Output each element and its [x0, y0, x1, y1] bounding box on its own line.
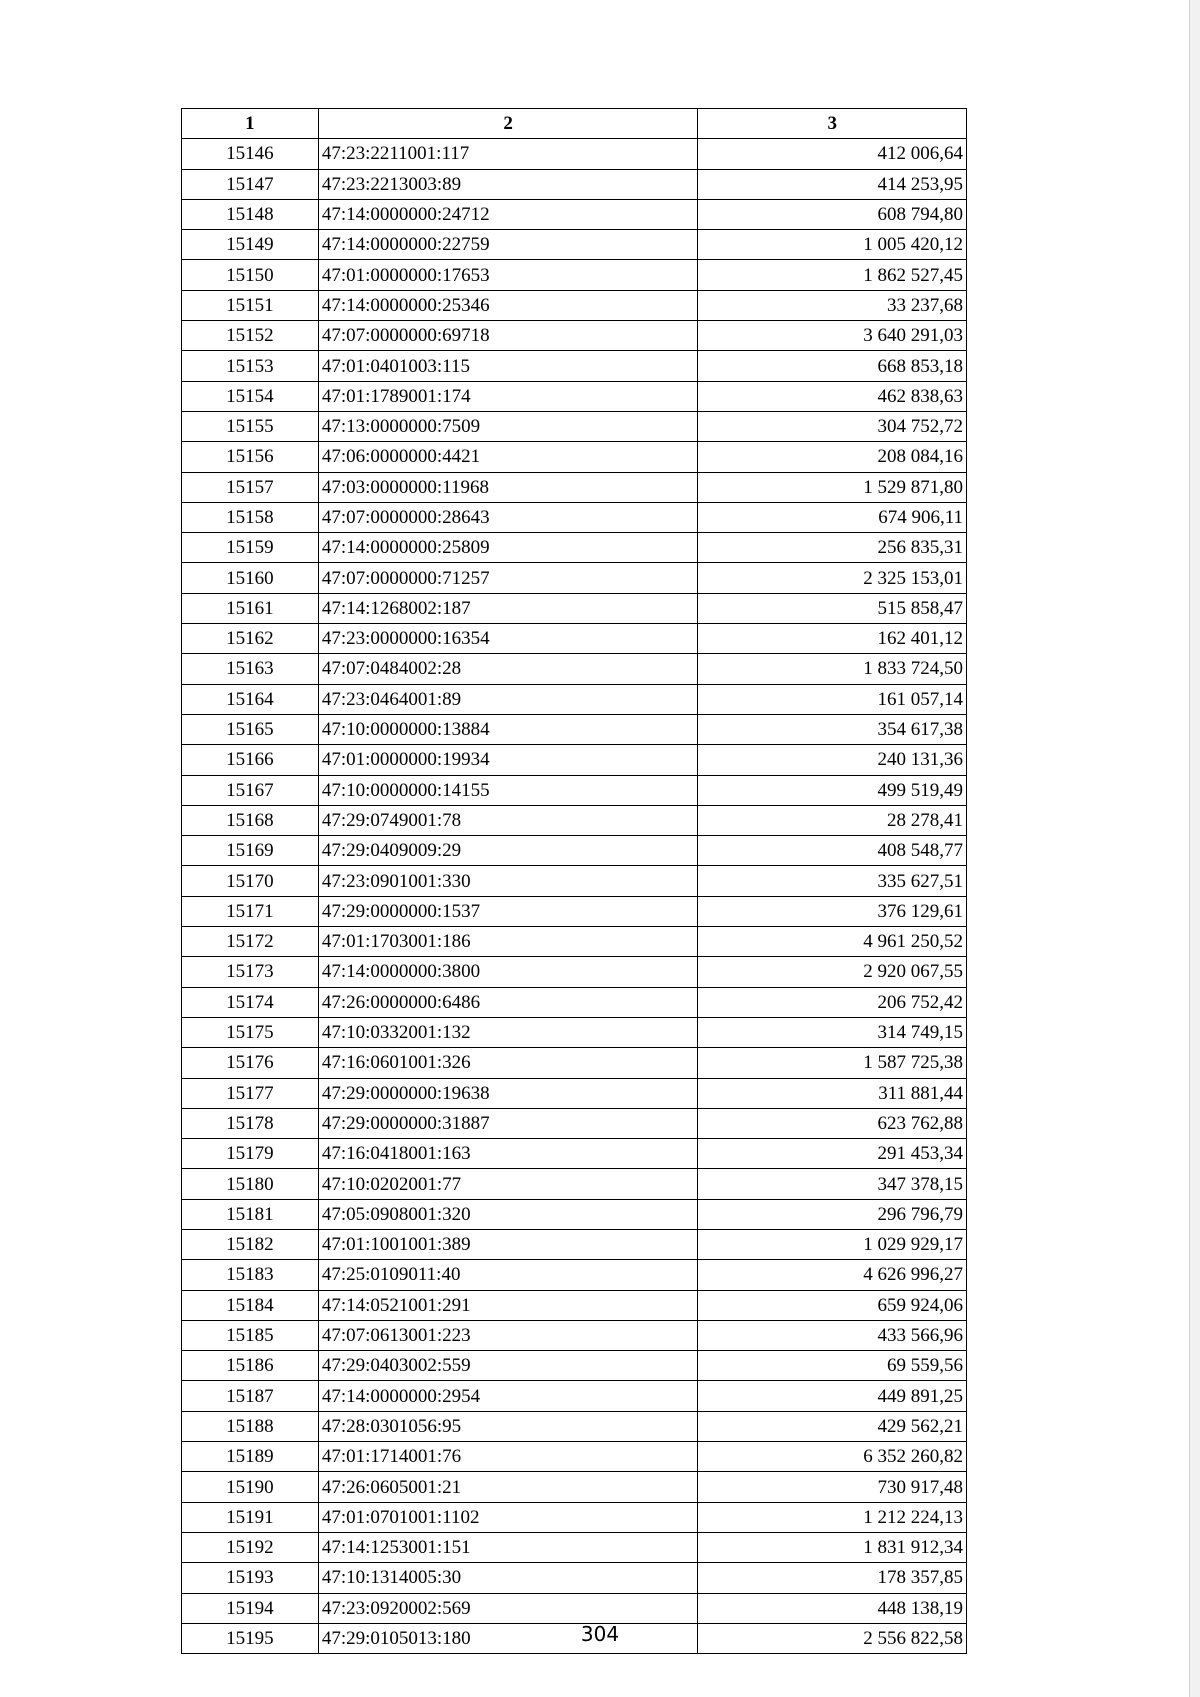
row-number: 15148 — [182, 199, 319, 229]
table-row — [182, 381, 967, 411]
value: 4 961 250,52 — [698, 927, 967, 957]
cadastral-number: 47:14:1253001:151 — [318, 1532, 698, 1562]
cadastral-number: 47:03:0000000:11968 — [318, 472, 698, 502]
value: 1 212 224,13 — [698, 1502, 967, 1532]
cadastral-number: 47:01:0000000:19934 — [318, 745, 698, 775]
row-number: 15182 — [182, 1229, 319, 1259]
cadastral-number: 47:01:1714001:76 — [318, 1442, 698, 1472]
row-number: 15163 — [182, 654, 319, 684]
value: 347 378,15 — [698, 1169, 967, 1199]
table-row — [182, 624, 967, 654]
cadastral-number: 47:14:0000000:25346 — [318, 290, 698, 320]
value: 674 906,11 — [698, 502, 967, 532]
row-number: 15185 — [182, 1320, 319, 1350]
table-row — [182, 1532, 967, 1562]
cadastral-number: 47:01:1703001:186 — [318, 927, 698, 957]
cadastral-number: 47:14:1268002:187 — [318, 593, 698, 623]
row-number: 15179 — [182, 1139, 319, 1169]
data-table — [181, 108, 967, 1654]
value: 623 762,88 — [698, 1108, 967, 1138]
value: 311 881,44 — [698, 1078, 967, 1108]
row-number: 15189 — [182, 1442, 319, 1472]
value: 178 357,85 — [698, 1563, 967, 1593]
row-number: 15160 — [182, 563, 319, 593]
cadastral-number: 47:14:0521001:291 — [318, 1290, 698, 1320]
table-row — [182, 987, 967, 1017]
table-row — [182, 1381, 967, 1411]
value: 2 920 067,55 — [698, 957, 967, 987]
table-row — [182, 1472, 967, 1502]
value: 668 853,18 — [698, 351, 967, 381]
table-row — [182, 260, 967, 290]
header-col-2: 2 — [318, 109, 698, 139]
cadastral-number: 47:14:0000000:25809 — [318, 533, 698, 563]
value: 462 838,63 — [698, 381, 967, 411]
value: 206 752,42 — [698, 987, 967, 1017]
cadastral-number: 47:14:0000000:24712 — [318, 199, 698, 229]
table-body — [182, 139, 967, 1654]
table-row — [182, 927, 967, 957]
value: 1 005 420,12 — [698, 230, 967, 260]
row-number: 15161 — [182, 593, 319, 623]
cadastral-number: 47:29:0749001:78 — [318, 805, 698, 835]
table-row — [182, 199, 967, 229]
table-row — [182, 1593, 967, 1623]
cadastral-number: 47:29:0403002:559 — [318, 1351, 698, 1381]
row-number: 15162 — [182, 624, 319, 654]
cadastral-number: 47:14:0000000:22759 — [318, 230, 698, 260]
row-number: 15181 — [182, 1199, 319, 1229]
table-row — [182, 442, 967, 472]
cadastral-number: 47:29:0000000:31887 — [318, 1108, 698, 1138]
value: 448 138,19 — [698, 1593, 967, 1623]
row-number: 15193 — [182, 1563, 319, 1593]
value: 296 796,79 — [698, 1199, 967, 1229]
value: 240 131,36 — [698, 745, 967, 775]
cadastral-number: 47:01:0701001:1102 — [318, 1502, 698, 1532]
row-number: 15165 — [182, 714, 319, 744]
cadastral-number: 47:29:0000000:19638 — [318, 1078, 698, 1108]
cadastral-number: 47:23:0920002:569 — [318, 1593, 698, 1623]
value: 162 401,12 — [698, 624, 967, 654]
value: 256 835,31 — [698, 533, 967, 563]
row-number: 15172 — [182, 927, 319, 957]
row-number: 15150 — [182, 260, 319, 290]
row-number: 15178 — [182, 1108, 319, 1138]
table-row — [182, 775, 967, 805]
row-number: 15176 — [182, 1048, 319, 1078]
value: 433 566,96 — [698, 1320, 967, 1350]
row-number: 15170 — [182, 866, 319, 896]
value: 161 057,14 — [698, 684, 967, 714]
row-number: 15194 — [182, 1593, 319, 1623]
cadastral-number: 47:07:0613001:223 — [318, 1320, 698, 1350]
row-number: 15173 — [182, 957, 319, 987]
value: 1 029 929,17 — [698, 1229, 967, 1259]
page-number: 304 — [580, 1622, 620, 1646]
row-number: 15180 — [182, 1169, 319, 1199]
cadastral-number: 47:10:0332001:132 — [318, 1017, 698, 1047]
value: 412 006,64 — [698, 139, 967, 169]
table-row — [182, 472, 967, 502]
value: 429 562,21 — [698, 1411, 967, 1441]
value: 354 617,38 — [698, 714, 967, 744]
cadastral-number: 47:23:0901001:330 — [318, 866, 698, 896]
row-number: 15153 — [182, 351, 319, 381]
row-number: 15192 — [182, 1532, 319, 1562]
cadastral-number: 47:01:0401003:115 — [318, 351, 698, 381]
row-number: 15159 — [182, 533, 319, 563]
row-number: 15186 — [182, 1351, 319, 1381]
row-number: 15152 — [182, 321, 319, 351]
table-row — [182, 1290, 967, 1320]
value: 515 858,47 — [698, 593, 967, 623]
cadastral-number: 47:28:0301056:95 — [318, 1411, 698, 1441]
table-row — [182, 1139, 967, 1169]
cadastral-number: 47:23:0000000:16354 — [318, 624, 698, 654]
cadastral-number: 47:16:0601001:326 — [318, 1048, 698, 1078]
table-row — [182, 139, 967, 169]
row-number: 15164 — [182, 684, 319, 714]
table-row — [182, 714, 967, 744]
row-number: 15177 — [182, 1078, 319, 1108]
table-row — [182, 1048, 967, 1078]
value: 6 352 260,82 — [698, 1442, 967, 1472]
value: 1 529 871,80 — [698, 472, 967, 502]
table-row — [182, 805, 967, 835]
cadastral-number: 47:23:2211001:117 — [318, 139, 698, 169]
table-row — [182, 1351, 967, 1381]
row-number: 15166 — [182, 745, 319, 775]
row-number: 15169 — [182, 836, 319, 866]
table-row — [182, 836, 967, 866]
row-number: 15174 — [182, 987, 319, 1017]
value: 1 833 724,50 — [698, 654, 967, 684]
cadastral-number: 47:05:0908001:320 — [318, 1199, 698, 1229]
row-number: 15154 — [182, 381, 319, 411]
cadastral-number: 47:29:0000000:1537 — [318, 896, 698, 926]
table-row — [182, 169, 967, 199]
table-row — [182, 866, 967, 896]
cadastral-number: 47:01:1001001:389 — [318, 1229, 698, 1259]
table-row — [182, 230, 967, 260]
row-number: 15188 — [182, 1411, 319, 1441]
table-row — [182, 411, 967, 441]
row-number: 15171 — [182, 896, 319, 926]
value: 304 752,72 — [698, 411, 967, 441]
value: 314 749,15 — [698, 1017, 967, 1047]
value: 2 556 822,58 — [698, 1623, 967, 1653]
table-row — [182, 1229, 967, 1259]
cadastral-number: 47:07:0000000:71257 — [318, 563, 698, 593]
table-row — [182, 1563, 967, 1593]
table-row — [182, 502, 967, 532]
table-row — [182, 533, 967, 563]
table-row — [182, 290, 967, 320]
cadastral-number: 47:13:0000000:7509 — [318, 411, 698, 441]
table-row — [182, 351, 967, 381]
row-number: 15187 — [182, 1381, 319, 1411]
table-row — [182, 1108, 967, 1138]
table-row — [182, 1320, 967, 1350]
cadastral-number: 47:14:0000000:2954 — [318, 1381, 698, 1411]
row-number: 15183 — [182, 1260, 319, 1290]
cadastral-number: 47:07:0000000:69718 — [318, 321, 698, 351]
value: 659 924,06 — [698, 1290, 967, 1320]
row-number: 15151 — [182, 290, 319, 320]
cadastral-number: 47:10:0000000:14155 — [318, 775, 698, 805]
row-number: 15190 — [182, 1472, 319, 1502]
value: 2 325 153,01 — [698, 563, 967, 593]
header-col-1: 1 — [182, 109, 319, 139]
table-row — [182, 1169, 967, 1199]
row-number: 15149 — [182, 230, 319, 260]
value: 499 519,49 — [698, 775, 967, 805]
cadastral-number: 47:07:0000000:28643 — [318, 502, 698, 532]
cadastral-number: 47:29:0105013:180 — [318, 1623, 698, 1653]
value: 4 626 996,27 — [698, 1260, 967, 1290]
value: 208 084,16 — [698, 442, 967, 472]
table-row — [182, 896, 967, 926]
cadastral-number: 47:25:0109011:40 — [318, 1260, 698, 1290]
row-number: 15175 — [182, 1017, 319, 1047]
cadastral-number: 47:10:0000000:13884 — [318, 714, 698, 744]
cadastral-number: 47:10:1314005:30 — [318, 1563, 698, 1593]
cadastral-number: 47:26:0605001:21 — [318, 1472, 698, 1502]
value: 69 559,56 — [698, 1351, 967, 1381]
row-number: 15147 — [182, 169, 319, 199]
cadastral-number: 47:23:2213003:89 — [318, 169, 698, 199]
cadastral-number: 47:14:0000000:3800 — [318, 957, 698, 987]
header-row — [182, 109, 967, 139]
cadastral-number: 47:01:0000000:17653 — [318, 260, 698, 290]
value: 449 891,25 — [698, 1381, 967, 1411]
cadastral-number: 47:07:0484002:28 — [318, 654, 698, 684]
table-row — [182, 1260, 967, 1290]
value: 1 831 912,34 — [698, 1532, 967, 1562]
row-number: 15157 — [182, 472, 319, 502]
cadastral-number: 47:16:0418001:163 — [318, 1139, 698, 1169]
row-number: 15167 — [182, 775, 319, 805]
table-row — [182, 593, 967, 623]
table-header — [182, 109, 967, 139]
value: 608 794,80 — [698, 199, 967, 229]
value: 414 253,95 — [698, 169, 967, 199]
table-row — [182, 654, 967, 684]
value: 291 453,34 — [698, 1139, 967, 1169]
table-row — [182, 1017, 967, 1047]
cadastral-number: 47:23:0464001:89 — [318, 684, 698, 714]
row-number: 15184 — [182, 1290, 319, 1320]
cadastral-number: 47:26:0000000:6486 — [318, 987, 698, 1017]
row-number: 15195 — [182, 1623, 319, 1653]
value: 1 862 527,45 — [698, 260, 967, 290]
cadastral-number: 47:10:0202001:77 — [318, 1169, 698, 1199]
table-row — [182, 563, 967, 593]
value: 376 129,61 — [698, 896, 967, 926]
row-number: 15155 — [182, 411, 319, 441]
value: 3 640 291,03 — [698, 321, 967, 351]
table-row — [182, 684, 967, 714]
value: 408 548,77 — [698, 836, 967, 866]
value: 33 237,68 — [698, 290, 967, 320]
value: 730 917,48 — [698, 1472, 967, 1502]
row-number: 15158 — [182, 502, 319, 532]
table-row — [182, 1442, 967, 1472]
table-row — [182, 1411, 967, 1441]
cadastral-number: 47:29:0409009:29 — [318, 836, 698, 866]
table-row — [182, 1078, 967, 1108]
cadastral-number: 47:06:0000000:4421 — [318, 442, 698, 472]
table-row — [182, 745, 967, 775]
table-row — [182, 957, 967, 987]
row-number: 15168 — [182, 805, 319, 835]
value: 28 278,41 — [698, 805, 967, 835]
cadastral-number: 47:01:1789001:174 — [318, 381, 698, 411]
value: 335 627,51 — [698, 866, 967, 896]
row-number: 15146 — [182, 139, 319, 169]
table-row — [182, 321, 967, 351]
table-row — [182, 1502, 967, 1532]
table-row — [182, 1199, 967, 1229]
header-col-3: 3 — [698, 109, 967, 139]
row-number: 15191 — [182, 1502, 319, 1532]
row-number: 15156 — [182, 442, 319, 472]
page-edge — [1189, 0, 1200, 1697]
value: 1 587 725,38 — [698, 1048, 967, 1078]
